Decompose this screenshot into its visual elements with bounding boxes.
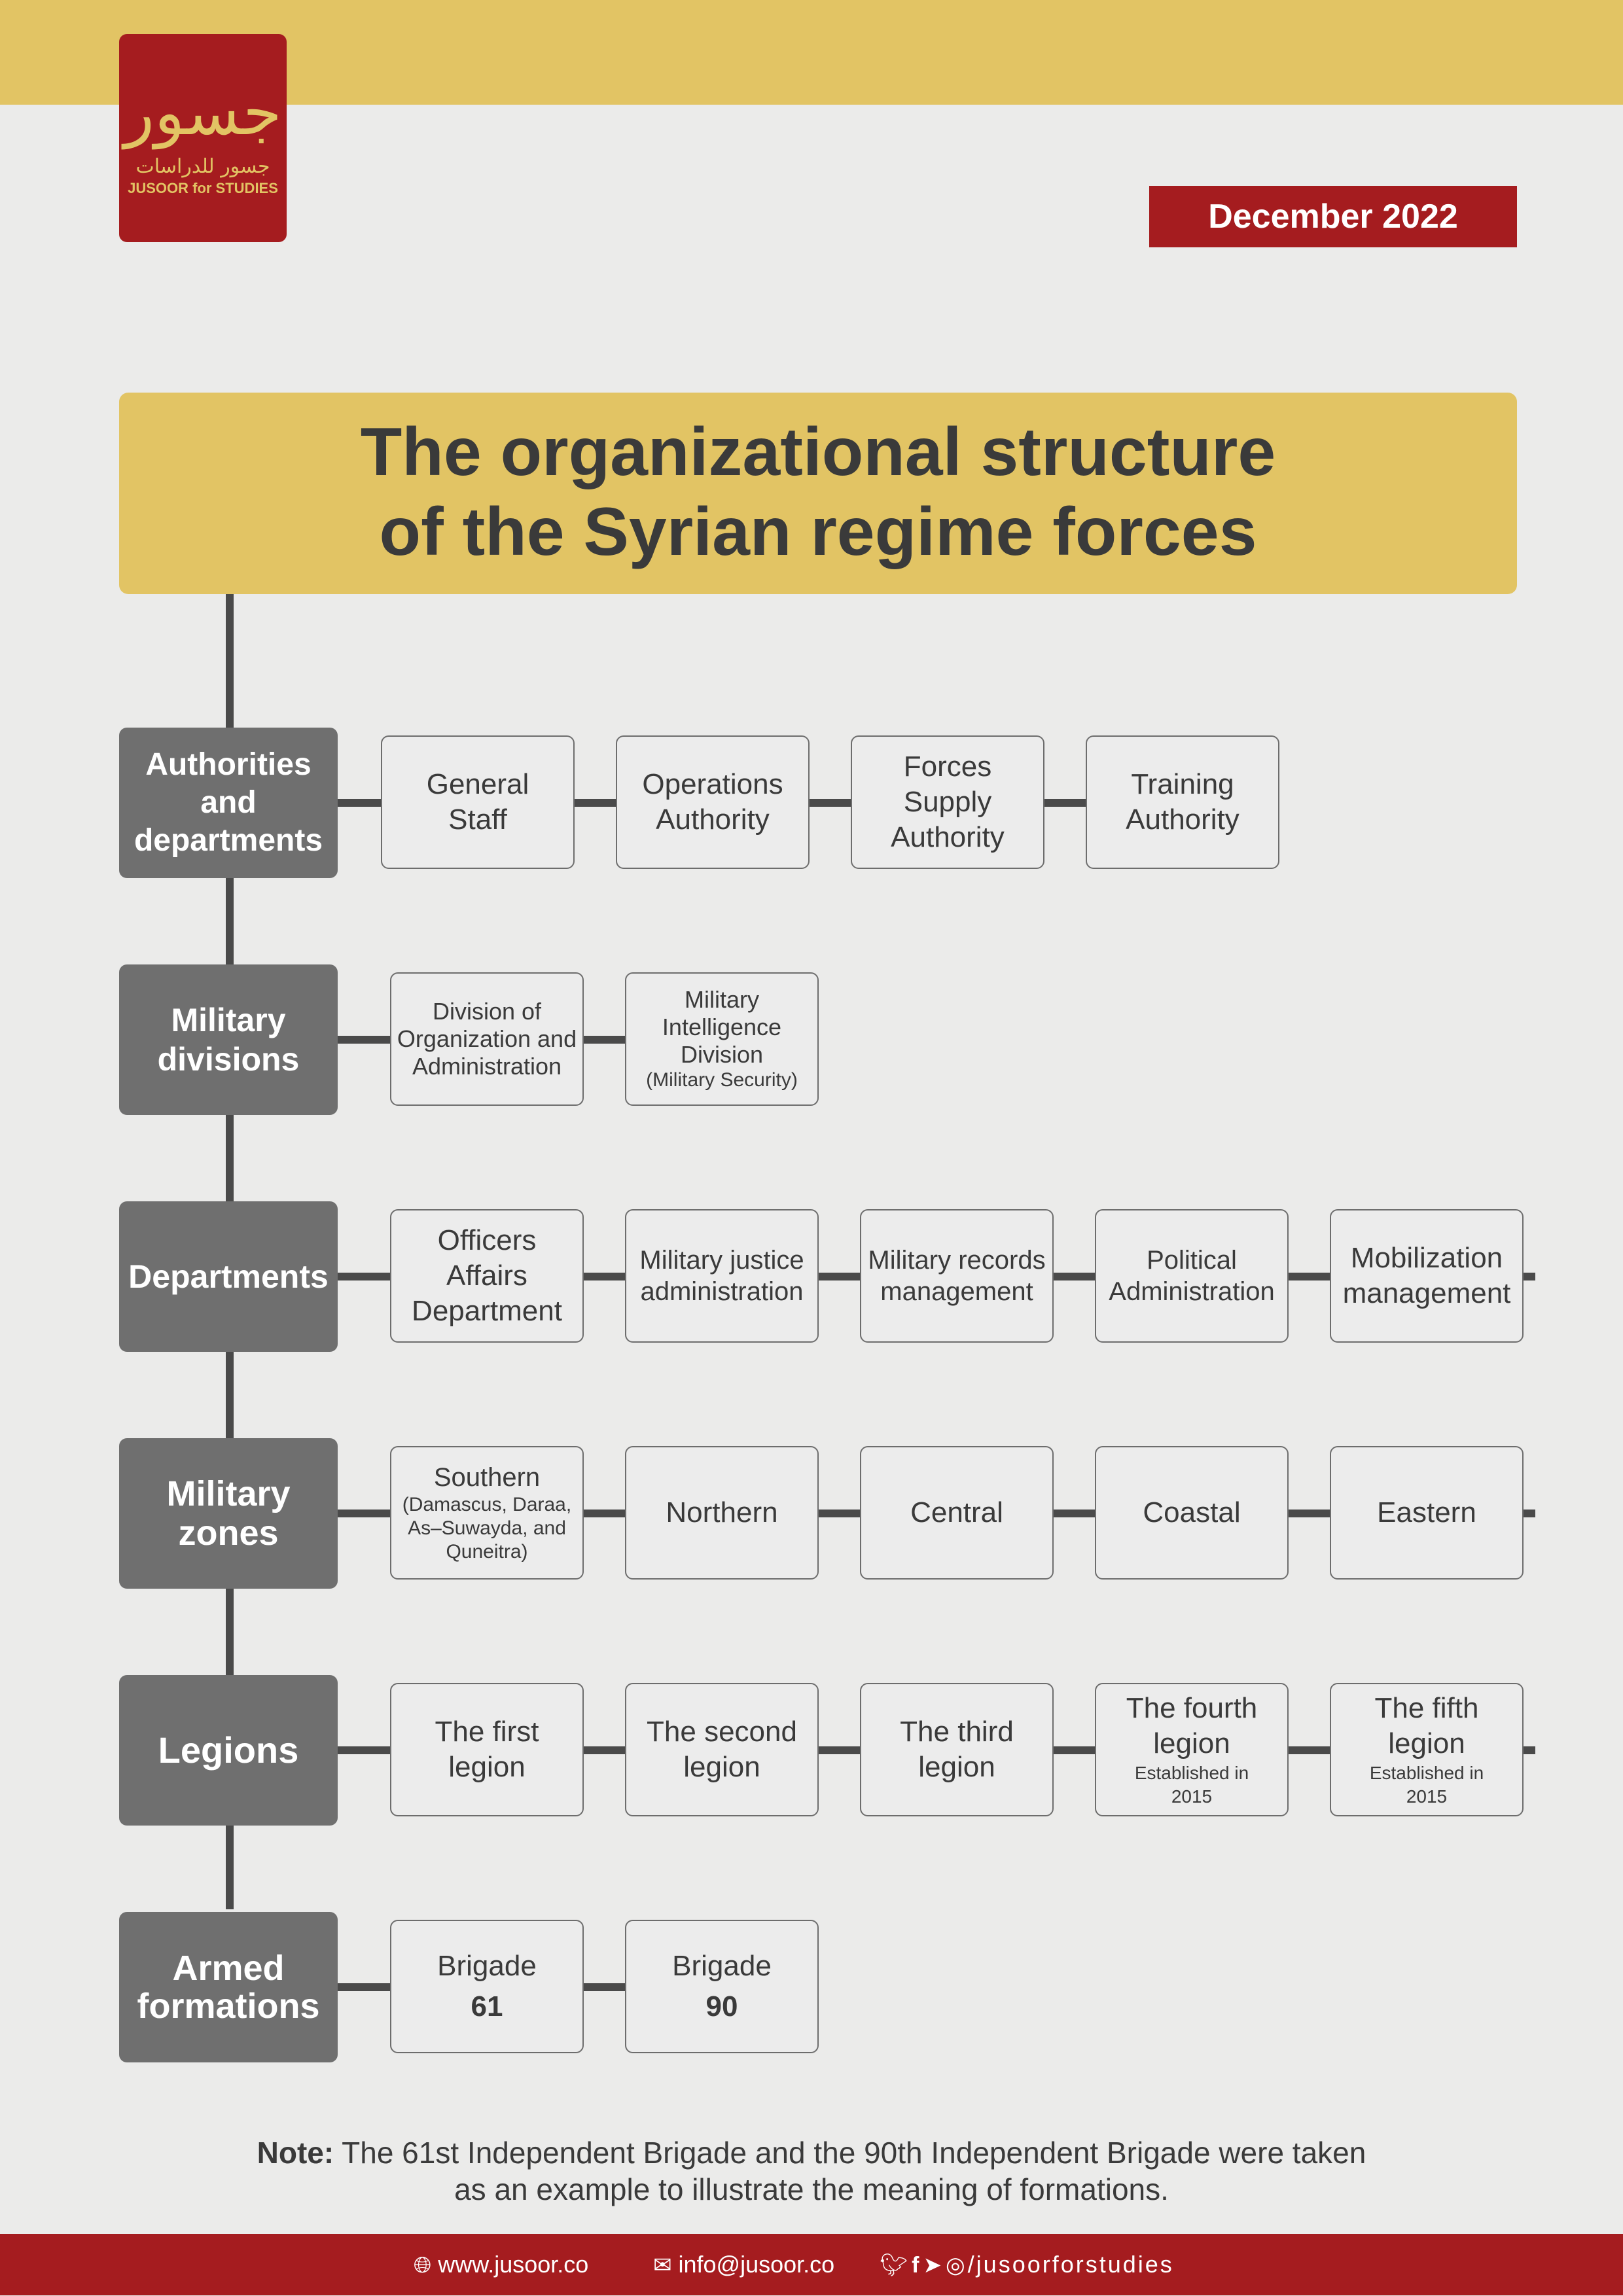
footnote — [0, 2134, 1623, 2208]
node-brigade-61 — [390, 1920, 584, 2053]
category-military-divisions: Military divisions — [119, 964, 338, 1115]
node-second-legion — [625, 1683, 819, 1816]
node-coastal-zone — [1095, 1446, 1289, 1580]
row-legions — [0, 1675, 1623, 1826]
node-label: Training Authority — [1126, 768, 1240, 836]
node-label: Military records management — [868, 1246, 1046, 1306]
node-brigade-90 — [625, 1920, 819, 2053]
date-badge: December 2022 — [1149, 186, 1517, 247]
category-military-zones: Military zones — [119, 1438, 338, 1589]
row-armed-formations — [0, 1912, 1623, 2062]
node-military-intelligence — [625, 972, 819, 1106]
node-label: Military justice administration — [639, 1246, 804, 1306]
node-label: The third legion — [900, 1716, 1014, 1783]
node-political-administration — [1095, 1209, 1289, 1343]
category-authorities: Authorities and departments — [119, 728, 338, 878]
mail-icon: ✉ — [653, 2253, 672, 2278]
node-fourth-legion — [1095, 1683, 1289, 1816]
jusoor-logo — [119, 34, 287, 242]
node-mobilization-management — [1330, 1209, 1524, 1343]
node-label: Forces Supply Authority — [891, 751, 1005, 853]
node-forces-supply-authority — [851, 735, 1044, 869]
row-departments — [0, 1201, 1623, 1352]
row-authorities — [0, 728, 1623, 878]
telegram-icon[interactable]: ➤ — [923, 2253, 942, 2278]
globe-icon: 🌐︎ — [414, 2253, 432, 2278]
node-label: Mobilization management — [1342, 1242, 1511, 1309]
node-label: Northern — [666, 1496, 778, 1528]
node-southern-zone — [390, 1446, 584, 1580]
twitter-icon[interactable]: 🐦︎ — [880, 2253, 908, 2278]
node-label: The first legion — [435, 1716, 539, 1783]
node-label: Southern — [433, 1463, 541, 1492]
node-label: Political Administration — [1109, 1246, 1275, 1306]
logo-arabic-wordmark: جسور — [124, 76, 282, 149]
row-military-zones — [0, 1438, 1623, 1589]
node-label: Eastern — [1377, 1496, 1476, 1528]
page-title — [119, 393, 1517, 594]
node-sublabel: (Military Security) — [646, 1069, 798, 1091]
footer-email[interactable] — [653, 2234, 834, 2295]
logo-english-name: JUSOOR for STUDIES — [128, 180, 278, 196]
node-northern-zone — [625, 1446, 819, 1580]
node-sublabel: Established in 2015 — [1369, 1763, 1484, 1807]
node-sublabel: (Damascus, Daraa, As–Suwayda, and Quneitra) — [402, 1494, 572, 1563]
brigade-number: 61 — [471, 1990, 503, 2022]
instagram-icon[interactable]: ◎ — [946, 2253, 965, 2278]
logo-arabic-subtitle: جسور للدراسات — [135, 155, 270, 178]
node-label: General Staff — [426, 768, 529, 836]
node-third-legion — [860, 1683, 1054, 1816]
footer-social[interactable] — [880, 2234, 1174, 2295]
node-military-justice — [625, 1209, 819, 1343]
node-label: The fourth legion — [1126, 1692, 1258, 1759]
node-operations-authority — [616, 735, 810, 869]
node-label: Coastal — [1143, 1496, 1241, 1528]
node-label: Division of Organization and Administration — [397, 998, 577, 1080]
row-military-divisions — [0, 964, 1623, 1115]
node-label: Brigade — [672, 1950, 772, 1982]
title-line-1: The organizational structure — [360, 414, 1276, 490]
node-label: Brigade — [437, 1950, 537, 1982]
note-label: Note: — [257, 2136, 334, 2170]
node-sublabel: Established in 2015 — [1134, 1763, 1249, 1807]
node-label: Officers Affairs Department — [412, 1224, 562, 1327]
note-line-2: as an example to illustrate the meaning of formations. — [454, 2172, 1169, 2206]
social-handle[interactable]: /jusoorforstudies — [967, 2251, 1174, 2278]
title-line-2: of the Syrian regime forces — [379, 494, 1257, 570]
node-officers-affairs — [390, 1209, 584, 1343]
node-military-records — [860, 1209, 1054, 1343]
node-label: Operations Authority — [642, 768, 783, 836]
node-general-staff — [381, 735, 575, 869]
node-central-zone — [860, 1446, 1054, 1580]
node-training-authority — [1086, 735, 1279, 869]
note-line-1: The 61st Independent Brigade and the 90th Independent Brigade were taken — [342, 2136, 1366, 2170]
node-label: The second legion — [647, 1716, 797, 1783]
node-eastern-zone — [1330, 1446, 1524, 1580]
email-link[interactable]: info@jusoor.co — [678, 2251, 835, 2278]
category-armed-formations: Armed formations — [119, 1912, 338, 2062]
node-organization-administration — [390, 972, 584, 1106]
category-legions: Legions — [119, 1675, 338, 1826]
facebook-icon[interactable]: f — [912, 2253, 919, 2278]
brigade-number: 90 — [705, 1990, 738, 2022]
node-first-legion — [390, 1683, 584, 1816]
footer-website[interactable] — [414, 2234, 588, 2295]
node-label: The fifth legion — [1374, 1692, 1479, 1759]
node-label: Military Intelligence Division — [662, 986, 782, 1068]
node-label: Central — [910, 1496, 1003, 1528]
node-fifth-legion — [1330, 1683, 1524, 1816]
category-departments: Departments — [119, 1201, 338, 1352]
footer-bar — [0, 2234, 1623, 2295]
website-link[interactable]: www.jusoor.co — [438, 2251, 589, 2278]
